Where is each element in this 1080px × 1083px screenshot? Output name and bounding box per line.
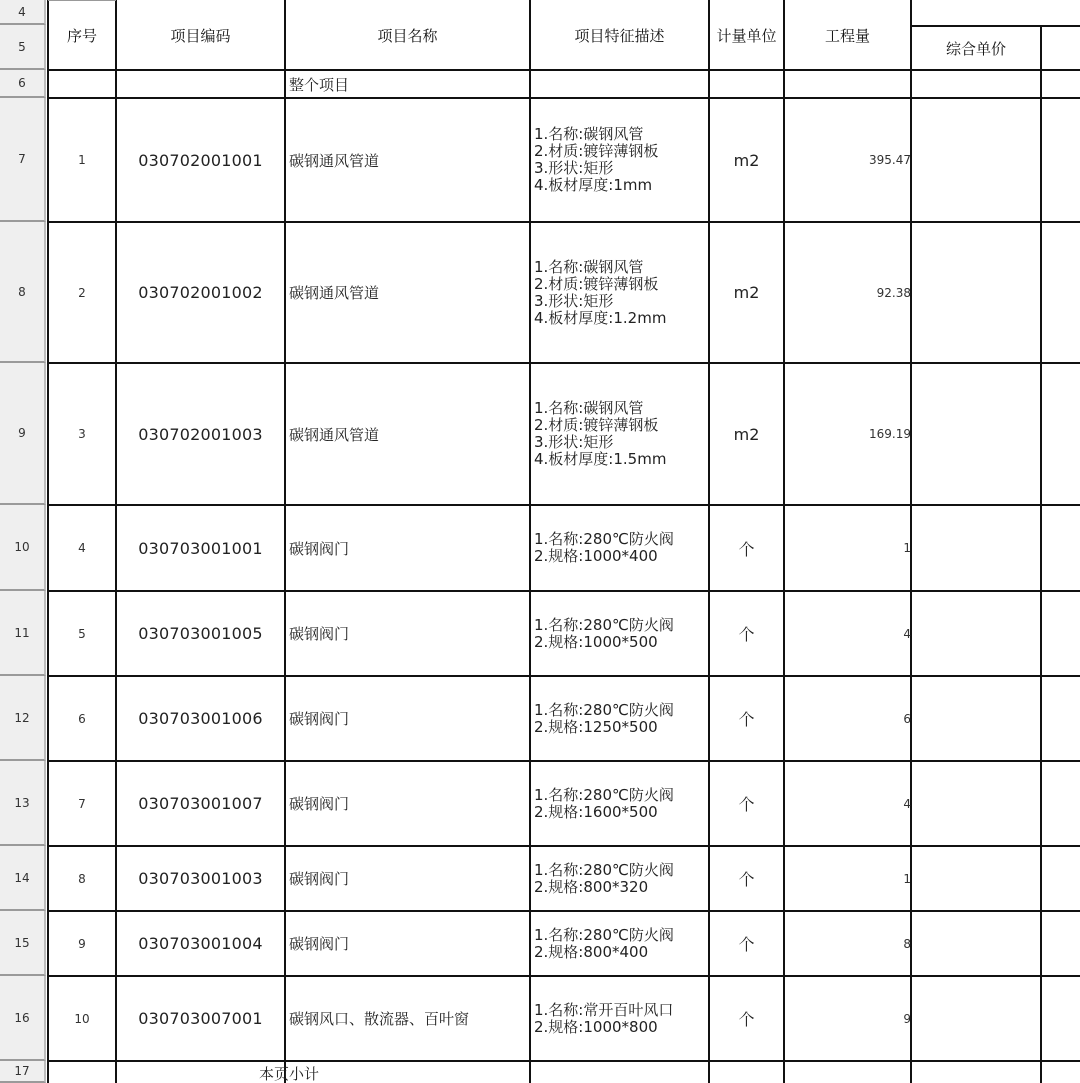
cell-description[interactable] [530, 976, 709, 1061]
cell-code[interactable]: 030703001005 [138, 624, 263, 643]
row-header[interactable]: 10 [0, 505, 46, 591]
cell-total[interactable] [1041, 98, 1080, 222]
description-line: 1.名称:280℃防火阀 [534, 615, 674, 634]
cell-seq[interactable]: 3 [78, 427, 86, 441]
description-line: 3.形状:矩形 [534, 159, 614, 177]
cell-unit[interactable]: m2 [733, 283, 760, 302]
description-line: 2.材质:镀锌薄钢板 [534, 142, 659, 160]
cell-name[interactable]: 碳钢通风管道 [289, 284, 380, 302]
cell-seq[interactable]: 7 [78, 796, 86, 811]
cell-total[interactable] [1041, 363, 1080, 505]
cell-unit[interactable]: 个 [738, 870, 755, 889]
cell-seq[interactable]: 9 [78, 936, 86, 951]
column-header-code[interactable]: 项目编码 [170, 26, 231, 45]
description-line: 4.板材厚度:1mm [534, 176, 653, 194]
cell-unit[interactable]: 个 [738, 710, 755, 729]
cell-name[interactable]: 碳钢风口、散流器、百叶窗 [289, 1010, 470, 1028]
cell-total[interactable] [1041, 676, 1080, 761]
cell-description[interactable] [530, 846, 709, 911]
cell-unit-price[interactable] [911, 761, 1041, 846]
cell-name[interactable]: 碳钢通风管道 [289, 425, 380, 444]
cell-quantity[interactable]: 92.38 [876, 285, 911, 300]
row-header[interactable]: 12 [0, 676, 46, 761]
row-header[interactable]: 5 [0, 25, 46, 70]
row-header[interactable]: 17 [0, 1061, 46, 1083]
cell-quantity[interactable]: 8 [903, 936, 911, 951]
cell-quantity[interactable]: 1 [903, 871, 911, 886]
column-header-name[interactable]: 项目名称 [377, 26, 438, 45]
description-line: 2.规格:1000*400 [534, 547, 658, 565]
cell-seq[interactable]: 1 [78, 153, 86, 167]
cell-code[interactable]: 030703001003 [138, 869, 263, 888]
cell-name[interactable]: 碳钢阀门 [289, 870, 350, 888]
row-header[interactable]: 11 [0, 591, 46, 676]
cell-code[interactable]: 030703001006 [138, 709, 263, 728]
cell-unit-price[interactable] [911, 98, 1041, 222]
description-line: 1.名称:碳钢风管 [534, 257, 644, 276]
row-header[interactable]: 16 [0, 976, 46, 1061]
description-line: 1.名称:碳钢风管 [534, 399, 644, 417]
cell-seq[interactable]: 10 [74, 1011, 90, 1026]
cell-total[interactable] [1041, 976, 1080, 1061]
section-title[interactable]: 整个项目 [289, 75, 350, 94]
cell-unit[interactable]: 个 [738, 625, 755, 644]
description-line: 4.板材厚度:1.5mm [534, 450, 667, 468]
cell-description[interactable] [530, 363, 709, 505]
cell-name[interactable]: 碳钢阀门 [289, 795, 350, 813]
cell-total[interactable] [1041, 505, 1080, 591]
cell-unit[interactable]: m2 [733, 424, 760, 444]
description-line: 2.规格:800*400 [534, 942, 649, 961]
column-header-qty[interactable]: 工程量 [824, 26, 870, 45]
cell-total[interactable] [1041, 591, 1080, 676]
cell-quantity[interactable]: 1 [903, 541, 911, 555]
description-line: 1.名称:280℃防火阀 [534, 925, 674, 944]
row-header[interactable]: 7 [0, 98, 46, 222]
row-header[interactable]: 14 [0, 846, 46, 911]
cell-unit-price[interactable] [911, 846, 1041, 911]
cell-unit-price[interactable] [911, 222, 1041, 363]
cell-unit[interactable]: 个 [738, 539, 755, 559]
cell-unit[interactable]: m2 [733, 150, 760, 170]
cell-description[interactable] [530, 676, 709, 761]
description-line: 2.规格:1250*500 [534, 717, 658, 736]
row-header[interactable]: 8 [0, 222, 46, 363]
cell-description[interactable] [530, 505, 709, 591]
cell-unit-price[interactable] [911, 976, 1041, 1061]
cell-code[interactable]: 030702001002 [138, 283, 263, 302]
cell-name[interactable]: 碳钢阀门 [289, 710, 350, 728]
cell-unit-price[interactable] [911, 363, 1041, 505]
row-header[interactable]: 9 [0, 363, 46, 505]
cell-name[interactable]: 碳钢阀门 [289, 539, 350, 558]
description-line: 2.规格:1000*800 [534, 1017, 658, 1036]
description-line: 2.规格:800*320 [534, 877, 649, 896]
cell-code[interactable]: 030702001003 [138, 424, 263, 444]
row-header[interactable]: 6 [0, 70, 46, 98]
cell-unit[interactable]: 个 [738, 1010, 755, 1029]
cell-unit-price[interactable] [911, 505, 1041, 591]
description-line: 1.名称:常开百叶风口 [534, 1000, 674, 1019]
cell-unit[interactable]: 个 [738, 935, 755, 954]
cell-code[interactable]: 030703001007 [138, 794, 263, 813]
cell-unit[interactable]: 个 [738, 795, 755, 814]
column-header-unit[interactable]: 计量单位 [716, 26, 777, 45]
cell-quantity[interactable]: 169.19 [869, 427, 911, 441]
cell-unit-price[interactable] [911, 591, 1041, 676]
cell-description[interactable] [530, 761, 709, 846]
description-line: 3.形状:矩形 [534, 291, 614, 310]
description-line: 1.名称:280℃防火阀 [534, 700, 674, 719]
cell-code[interactable]: 030702001001 [138, 150, 263, 170]
cell-quantity[interactable]: 4 [903, 626, 911, 641]
cell-total[interactable] [1041, 911, 1080, 976]
cell-total[interactable] [1041, 846, 1080, 911]
cell-seq[interactable]: 5 [78, 626, 86, 641]
description-line: 1.名称:280℃防火阀 [534, 860, 674, 879]
row-header[interactable]: 15 [0, 911, 46, 976]
column-header-unit_price[interactable]: 综合单价 [945, 39, 1006, 58]
cell-seq[interactable]: 6 [78, 711, 86, 726]
cell-total[interactable] [1041, 222, 1080, 363]
cell-name[interactable]: 碳钢阀门 [289, 625, 350, 643]
cell-description[interactable] [530, 98, 709, 222]
description-line: 4.板材厚度:1.2mm [534, 308, 667, 327]
description-line: 2.材质:镀锌薄钢板 [534, 416, 659, 434]
column-header-desc[interactable]: 项目特征描述 [574, 26, 665, 45]
cell-quantity[interactable]: 395.47 [869, 153, 911, 167]
row-header[interactable]: 4 [0, 0, 46, 25]
cell-name[interactable]: 碳钢通风管道 [289, 151, 380, 170]
description-line: 1.名称:280℃防火阀 [534, 785, 674, 804]
description-line: 2.规格:1600*500 [534, 802, 658, 821]
cell-code[interactable]: 030703001004 [138, 934, 263, 953]
cell-code[interactable]: 030703001001 [138, 538, 263, 558]
column-header-seq[interactable]: 序号 [66, 26, 97, 45]
cell-quantity[interactable]: 9 [903, 1011, 911, 1026]
cell-unit-price[interactable] [911, 676, 1041, 761]
cell-description[interactable] [530, 222, 709, 363]
cell-seq[interactable]: 4 [78, 541, 86, 555]
cell-seq[interactable]: 8 [78, 871, 86, 886]
row-header[interactable]: 13 [0, 761, 46, 846]
subtotal-label[interactable]: 本页小计 [258, 1065, 319, 1083]
cell-quantity[interactable]: 4 [903, 796, 911, 811]
cell-name[interactable]: 碳钢阀门 [289, 935, 350, 953]
description-line: 1.名称:碳钢风管 [534, 125, 644, 143]
description-line: 3.形状:矩形 [534, 433, 614, 451]
cell-seq[interactable]: 2 [78, 285, 86, 300]
cell-quantity[interactable]: 6 [903, 711, 911, 726]
cell-unit-price[interactable] [911, 911, 1041, 976]
cell-description[interactable] [530, 591, 709, 676]
cell-code[interactable]: 030703007001 [138, 1009, 263, 1028]
description-line: 1.名称:280℃防火阀 [534, 530, 674, 548]
cell-total[interactable] [1041, 761, 1080, 846]
description-line: 2.材质:镀锌薄钢板 [534, 274, 659, 293]
cell-description[interactable] [530, 911, 709, 976]
description-line: 2.规格:1000*500 [534, 632, 658, 651]
